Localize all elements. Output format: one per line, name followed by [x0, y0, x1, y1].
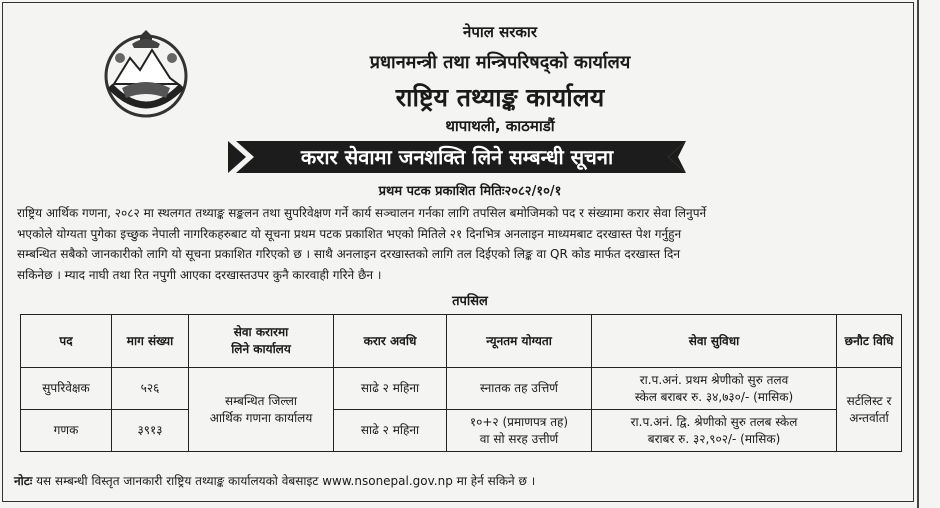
body-line: राष्ट्रिय आर्थिक गणना, २०८२ मा स्थलगत तथ्याङ्क सङ्कलन तथा सुपरिवेक्षण गर्ने कार्य सञ्चालन गर्नका लागि तपसिल बमोजिमको पद र संख्यामा करार सेवा लिनुपर्ने [17, 206, 707, 220]
table-row [21, 368, 902, 410]
cell-facility [592, 368, 837, 410]
col-office [189, 315, 334, 368]
col-demand: माग संख्या [112, 315, 189, 368]
body-line: भएकोले योग्यता पुगेका इच्छुक नेपाली नागरिकहरुबाट यो सूचना प्रथम पटक प्रकाशित भएको मितिले २१ दिनभित्र अनलाइन माध्यमबाट दरखास्त पेश गर्नुहुन [17, 226, 682, 241]
col-duration: करार अवधि [334, 315, 447, 368]
cell-office-line2: आर्थिक गणना कार्यालय [209, 410, 313, 425]
cell-duration: साढे २ महिना [334, 368, 447, 410]
vacancy-table [20, 314, 902, 452]
cell-office [189, 368, 334, 452]
office-name: राष्ट्रिय तथ्याङ्क कार्यालय [395, 83, 605, 112]
col-post: पद [21, 315, 112, 368]
cell-facility [592, 410, 837, 452]
col-facility: सेवा सुविधा [592, 315, 837, 368]
cell-qualification-line1: १०+२ (प्रमाणपत्र तह) [469, 414, 569, 429]
footer-note [14, 472, 535, 489]
office-address: थापाथली, काठमाडौं [445, 117, 555, 135]
cell-qualification [447, 410, 592, 452]
cell-selection [837, 368, 902, 452]
right-edge-line [917, 0, 919, 508]
body-line: सम्बन्धित सबैको जानकारीको लागि यो सूचना प्रकाशित गरिएको छ । साथै अनलाइन दरखास्तको लागि तल दिईएको लिङ्क वा QR कोड मार्फत दरखास्त दिन [17, 247, 681, 261]
note-text: यस सम्बन्धी विस्तृत जानकारी राष्ट्रिय तथ्याङ्क कार्यालयको वेबसाइट www.nsonepal.gov.np मा हेर्न सकिने छ । [36, 474, 536, 488]
schedule-caption: तपसिल [452, 294, 488, 309]
cell-qualification-line2: वा सो सरह उत्तीर्ण [479, 431, 559, 446]
col-office-line1: सेवा करारमा [233, 325, 289, 339]
published-date: प्रथम पटक प्रकाशित मितिः२०८२/१०/१ [378, 184, 562, 199]
cell-facility-line1: रा.प.अनं. द्वि. श्रेणीको सुरु तलब स्केल [630, 414, 798, 429]
cell-qualification [447, 368, 592, 410]
cell-selection-line1: सर्टलिस्ट र [846, 393, 892, 408]
notice-title-banner [228, 141, 686, 173]
notice-body [17, 203, 905, 285]
cell-facility-line2: बराबर रु. ३२,९०२/- (मासिक) [647, 431, 781, 446]
nepal-emblem-icon [100, 28, 192, 120]
cell-demand: ५२६ [112, 368, 189, 410]
notice-title: करार सेवामा जनशक्ति लिने सम्बन्धी सूचना [300, 145, 614, 169]
cell-facility-line2: स्केल बराबर रु. ३४,७३०/- (मासिक) [634, 389, 794, 404]
cell-post: गणक [21, 410, 112, 452]
table-header-row [21, 315, 902, 368]
cell-selection-line2: अन्तर्वार्ता [849, 410, 889, 425]
govt-name: नेपाल सरकार [463, 23, 537, 41]
cell-demand: ३९१३ [112, 410, 189, 452]
cell-post: सुपरिवेक्षक [21, 368, 112, 410]
cell-facility-line1: रा.प.अनं. प्रथम श्रेणीको सुरु तलव [639, 372, 789, 387]
table-row [21, 410, 902, 452]
note-label: नोटः [14, 474, 33, 488]
cell-qualification-line1: स्नातक तह उत्तिर्ण [480, 381, 558, 395]
cell-office-line1: सम्बन्धित जिल्ला [225, 393, 297, 408]
ministry-name: प्रधानमन्त्री तथा मन्त्रिपरिषद्को कार्यालय [369, 52, 631, 73]
col-office-line2: लिने कार्यालय [231, 342, 291, 356]
cell-duration: साढे २ महिना [334, 410, 447, 452]
col-selection: छनौट विधि [837, 315, 902, 368]
body-line: सकिनेछ । म्याद नाघी तथा रित नपुगी आएका दरखास्तउपर कुनै कारवाही गरिने छैन । [17, 267, 382, 282]
col-qualification: न्यूनतम योग्यता [447, 315, 592, 368]
